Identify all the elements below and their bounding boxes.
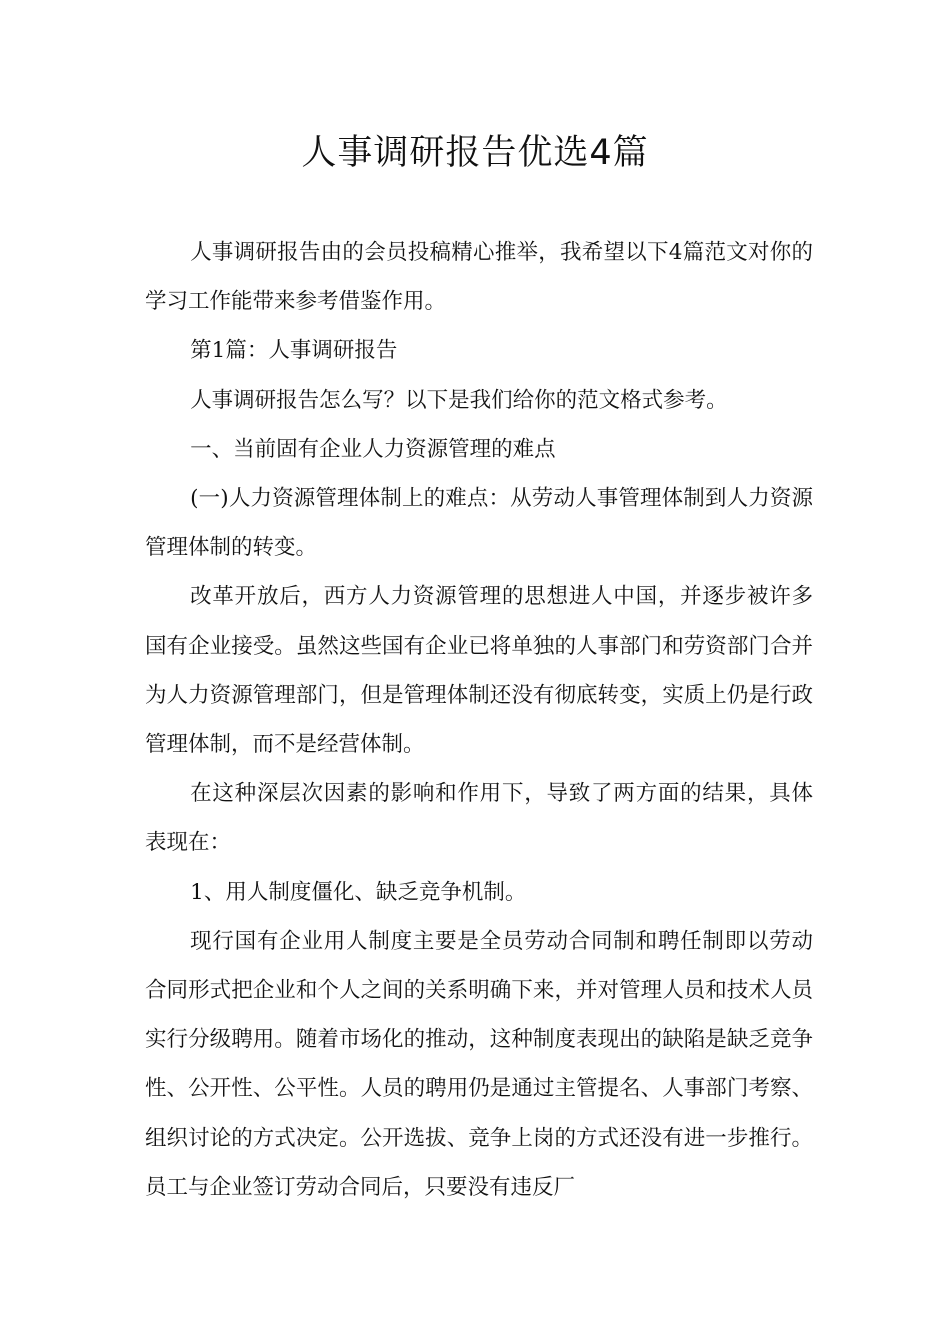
document-title: 人事调研报告优选4篇: [301, 133, 649, 173]
paragraph-subsection-heading: (一)人力资源管理体制上的难点：从劳动人事管理体制到人力资源管理体制的转变。: [145, 486, 813, 561]
paragraph-section-heading: 一、当前固有企业人力资源管理的难点: [190, 436, 556, 462]
paragraph-body: 改革开放后，西方人力资源管理的思想进人中国，并逐步被许多国有企业接受。虽然这些国有企业已将单独的人事部门和劳资部门合并为人力资源管理部门，但是管理体制还没有彻底转变，实质上仍是行政管理体制，而不是经营体制。: [145, 584, 813, 758]
document-body: [145, 228, 813, 1212]
paragraph-article-heading: 第1篇：人事调研报告: [190, 338, 398, 364]
paragraph-lead: 人事调研报告怎么写？以下是我们给你的范文格式参考。: [190, 387, 728, 413]
paragraph-intro: 人事调研报告由的会员投稿精心推举，我希望以下4篇范文对你的学习工作能带来参考借鉴作用。: [145, 240, 813, 315]
paragraph-body: 在这种深层次因素的影响和作用下，导致了两方面的结果，具体表现在：: [145, 781, 813, 856]
paragraph-list-item: 1、用人制度僵化、缺乏竞争机制。: [190, 879, 527, 905]
paragraph-body: 现行国有企业用人制度主要是全员劳动合同制和聘任制即以劳动合同形式把企业和个人之间的关系明确下来，并对管理人员和技术人员实行分级聘用。随着市场化的推动，这种制度表现出的缺陷是缺乏竞争性、公开性、公平性。人员的聘用仍是通过主管提名、人事部门考察、组织讨论的方式决定。公开选拔、竞争上岗的方式还没有进一步推行。员工与企业签订劳动合同后，只要没有违反厂: [145, 928, 813, 1200]
